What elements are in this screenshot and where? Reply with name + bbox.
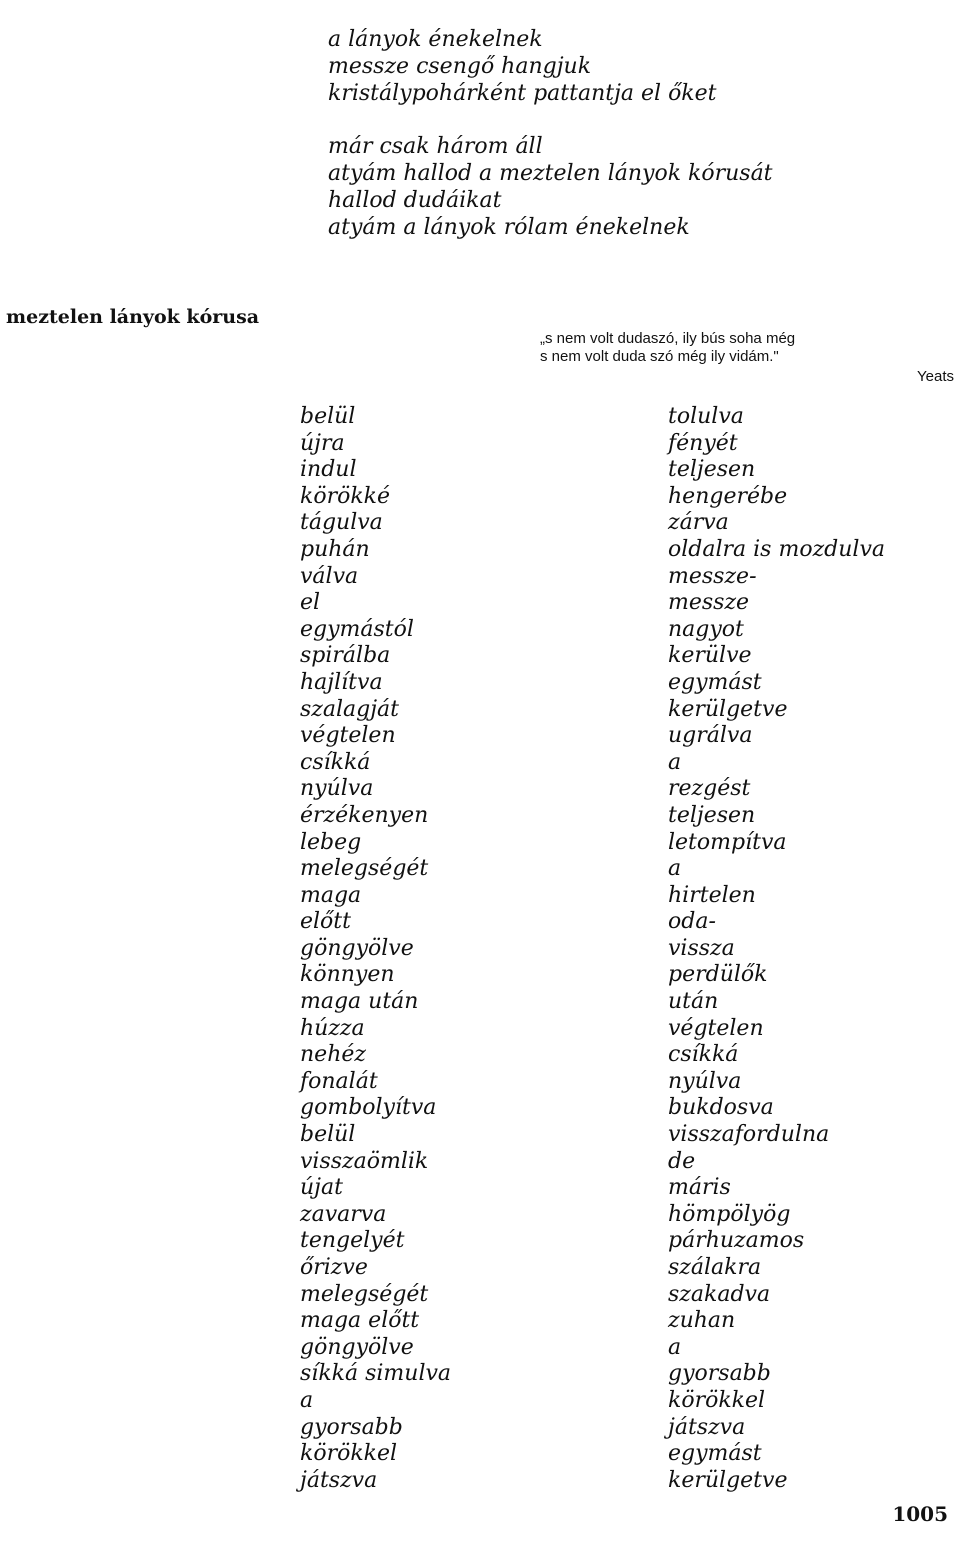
poem-line: belül: [300, 404, 356, 429]
poem-line: hengerébe: [668, 483, 788, 509]
poem-line: el: [300, 590, 321, 616]
stanza-1: [328, 26, 717, 107]
poem-line: válva: [300, 563, 359, 589]
poem-line: tágulva: [300, 510, 383, 536]
poem-line: kerülgetve: [668, 696, 788, 722]
poem-line: göngyölve: [300, 1334, 414, 1360]
poem-line: gyorsabb: [300, 1414, 403, 1440]
poem-line: újat: [300, 1175, 343, 1201]
poem-line: vissza: [668, 935, 735, 961]
poem-line: zuhan: [668, 1308, 736, 1334]
poem-line: visszafordulna: [668, 1122, 830, 1148]
poem-line: de: [668, 1148, 696, 1174]
poem-line: göngyölve: [300, 935, 414, 961]
poem-line: a: [668, 749, 682, 775]
poem-line: érzékenyen: [300, 802, 429, 828]
poem-line: fonalát: [300, 1068, 378, 1094]
poem-line: teljesen: [668, 457, 756, 483]
poem-line: fényét: [668, 430, 738, 456]
poem-line: síkká simulva: [300, 1361, 452, 1387]
poem-line: nyúlva: [668, 1068, 742, 1094]
poem-line: tengelyét: [300, 1228, 405, 1254]
poem-line: végtelen: [668, 1015, 764, 1041]
poem-line: húzza: [300, 1015, 365, 1041]
poem-line: csíkká: [300, 749, 371, 775]
poem-line: oda-: [668, 909, 716, 935]
poem-line: már csak három áll: [328, 134, 543, 159]
poem-line: maga után: [300, 989, 419, 1015]
poem-line: visszaömlik: [300, 1148, 429, 1174]
poem-line: párhuzamos: [668, 1228, 805, 1254]
poem-line: csíkká: [668, 1042, 739, 1068]
poem-line: a: [668, 856, 682, 882]
poem-line: őrizve: [300, 1255, 368, 1280]
poem-line: atyám hallod a meztelen lányok kórusát: [328, 161, 773, 186]
poem-line: gombolyítva: [300, 1095, 437, 1121]
poem-line: kerülgetve: [668, 1467, 788, 1493]
poem-line: messze-: [668, 563, 757, 589]
poem-line: nagyot: [668, 616, 744, 642]
poem-line: oldalra is mozdulva: [668, 536, 885, 562]
poem-line: puhán: [300, 536, 370, 562]
poem-line: zavarva: [300, 1201, 387, 1227]
poem-line: kristálypohárként pattantja el őket: [328, 81, 717, 106]
poem-line: szálakra: [668, 1255, 762, 1280]
poem-line: lebeg: [300, 829, 362, 855]
poem-line: játszva: [668, 1414, 746, 1440]
poem-column-right: [668, 404, 885, 1494]
poem-line: rezgést: [668, 776, 751, 802]
poem-line: belül: [300, 1122, 356, 1148]
poem-line: máris: [668, 1175, 731, 1201]
poem-line: egymást: [668, 1441, 762, 1467]
poem-line: indul: [300, 457, 357, 483]
poem-line: spirálba: [300, 643, 391, 669]
poem-line: tolulva: [668, 404, 744, 429]
poem-line: messze csengő hangjuk: [328, 54, 592, 79]
poem-line: végtelen: [300, 723, 396, 749]
poem-line: kerülve: [668, 643, 752, 669]
poem-line: teljesen: [668, 802, 756, 828]
poem-line: hirtelen: [668, 882, 756, 908]
poem-line: letompítva: [668, 829, 787, 855]
poem-line: körökkel: [300, 1441, 398, 1467]
poem-line: a: [668, 1334, 682, 1360]
poem-line: gyorsabb: [668, 1361, 771, 1387]
poem-line: nehéz: [300, 1042, 366, 1068]
poem-line: a lányok énekelnek: [328, 27, 543, 52]
epigraph-line: s nem volt duda szó még ily vidám.": [540, 348, 779, 365]
poem-line: újra: [300, 430, 345, 456]
poem-line: atyám a lányok rólam énekelnek: [328, 215, 690, 240]
poem-line: szakadva: [668, 1281, 771, 1307]
poem-line: szalagját: [300, 696, 400, 722]
poem-line: hallod dudáikat: [328, 188, 502, 213]
poem-line: nyúlva: [300, 776, 374, 802]
poem-line: melegségét: [300, 856, 429, 882]
epigraph: [540, 330, 795, 366]
poem-line: könnyen: [300, 962, 395, 988]
stanza-2: [328, 133, 773, 241]
epigraph-author: Yeats: [917, 368, 954, 385]
poem-line: zárva: [668, 510, 729, 536]
poem-line: messze: [668, 590, 750, 616]
poem-line: előtt: [300, 909, 351, 935]
poem-column-left: [300, 404, 451, 1494]
poem-line: körökkel: [668, 1387, 766, 1413]
epigraph-line: „s nem volt dudaszó, ily bús soha még: [540, 330, 796, 347]
poem-line: maga: [300, 882, 362, 908]
poem-line: egymást: [668, 669, 762, 695]
poem-line: a: [300, 1387, 314, 1413]
poem-line: egymástól: [300, 616, 414, 642]
poem-line: játszva: [300, 1467, 378, 1493]
poem-line: bukdosva: [668, 1095, 774, 1121]
poem-line: melegségét: [300, 1281, 429, 1307]
poem-line: perdülők: [668, 962, 768, 988]
poem-line: ugrálva: [668, 723, 753, 749]
poem-line: hömpölyög: [668, 1201, 791, 1227]
poem-line: körökké: [300, 483, 391, 509]
page-number: 1005: [892, 1502, 948, 1526]
poem-line: maga előtt: [300, 1308, 420, 1334]
poem-line: után: [668, 989, 719, 1015]
poem-line: hajlítva: [300, 669, 383, 695]
section-title: meztelen lányok kórusa: [6, 306, 260, 328]
